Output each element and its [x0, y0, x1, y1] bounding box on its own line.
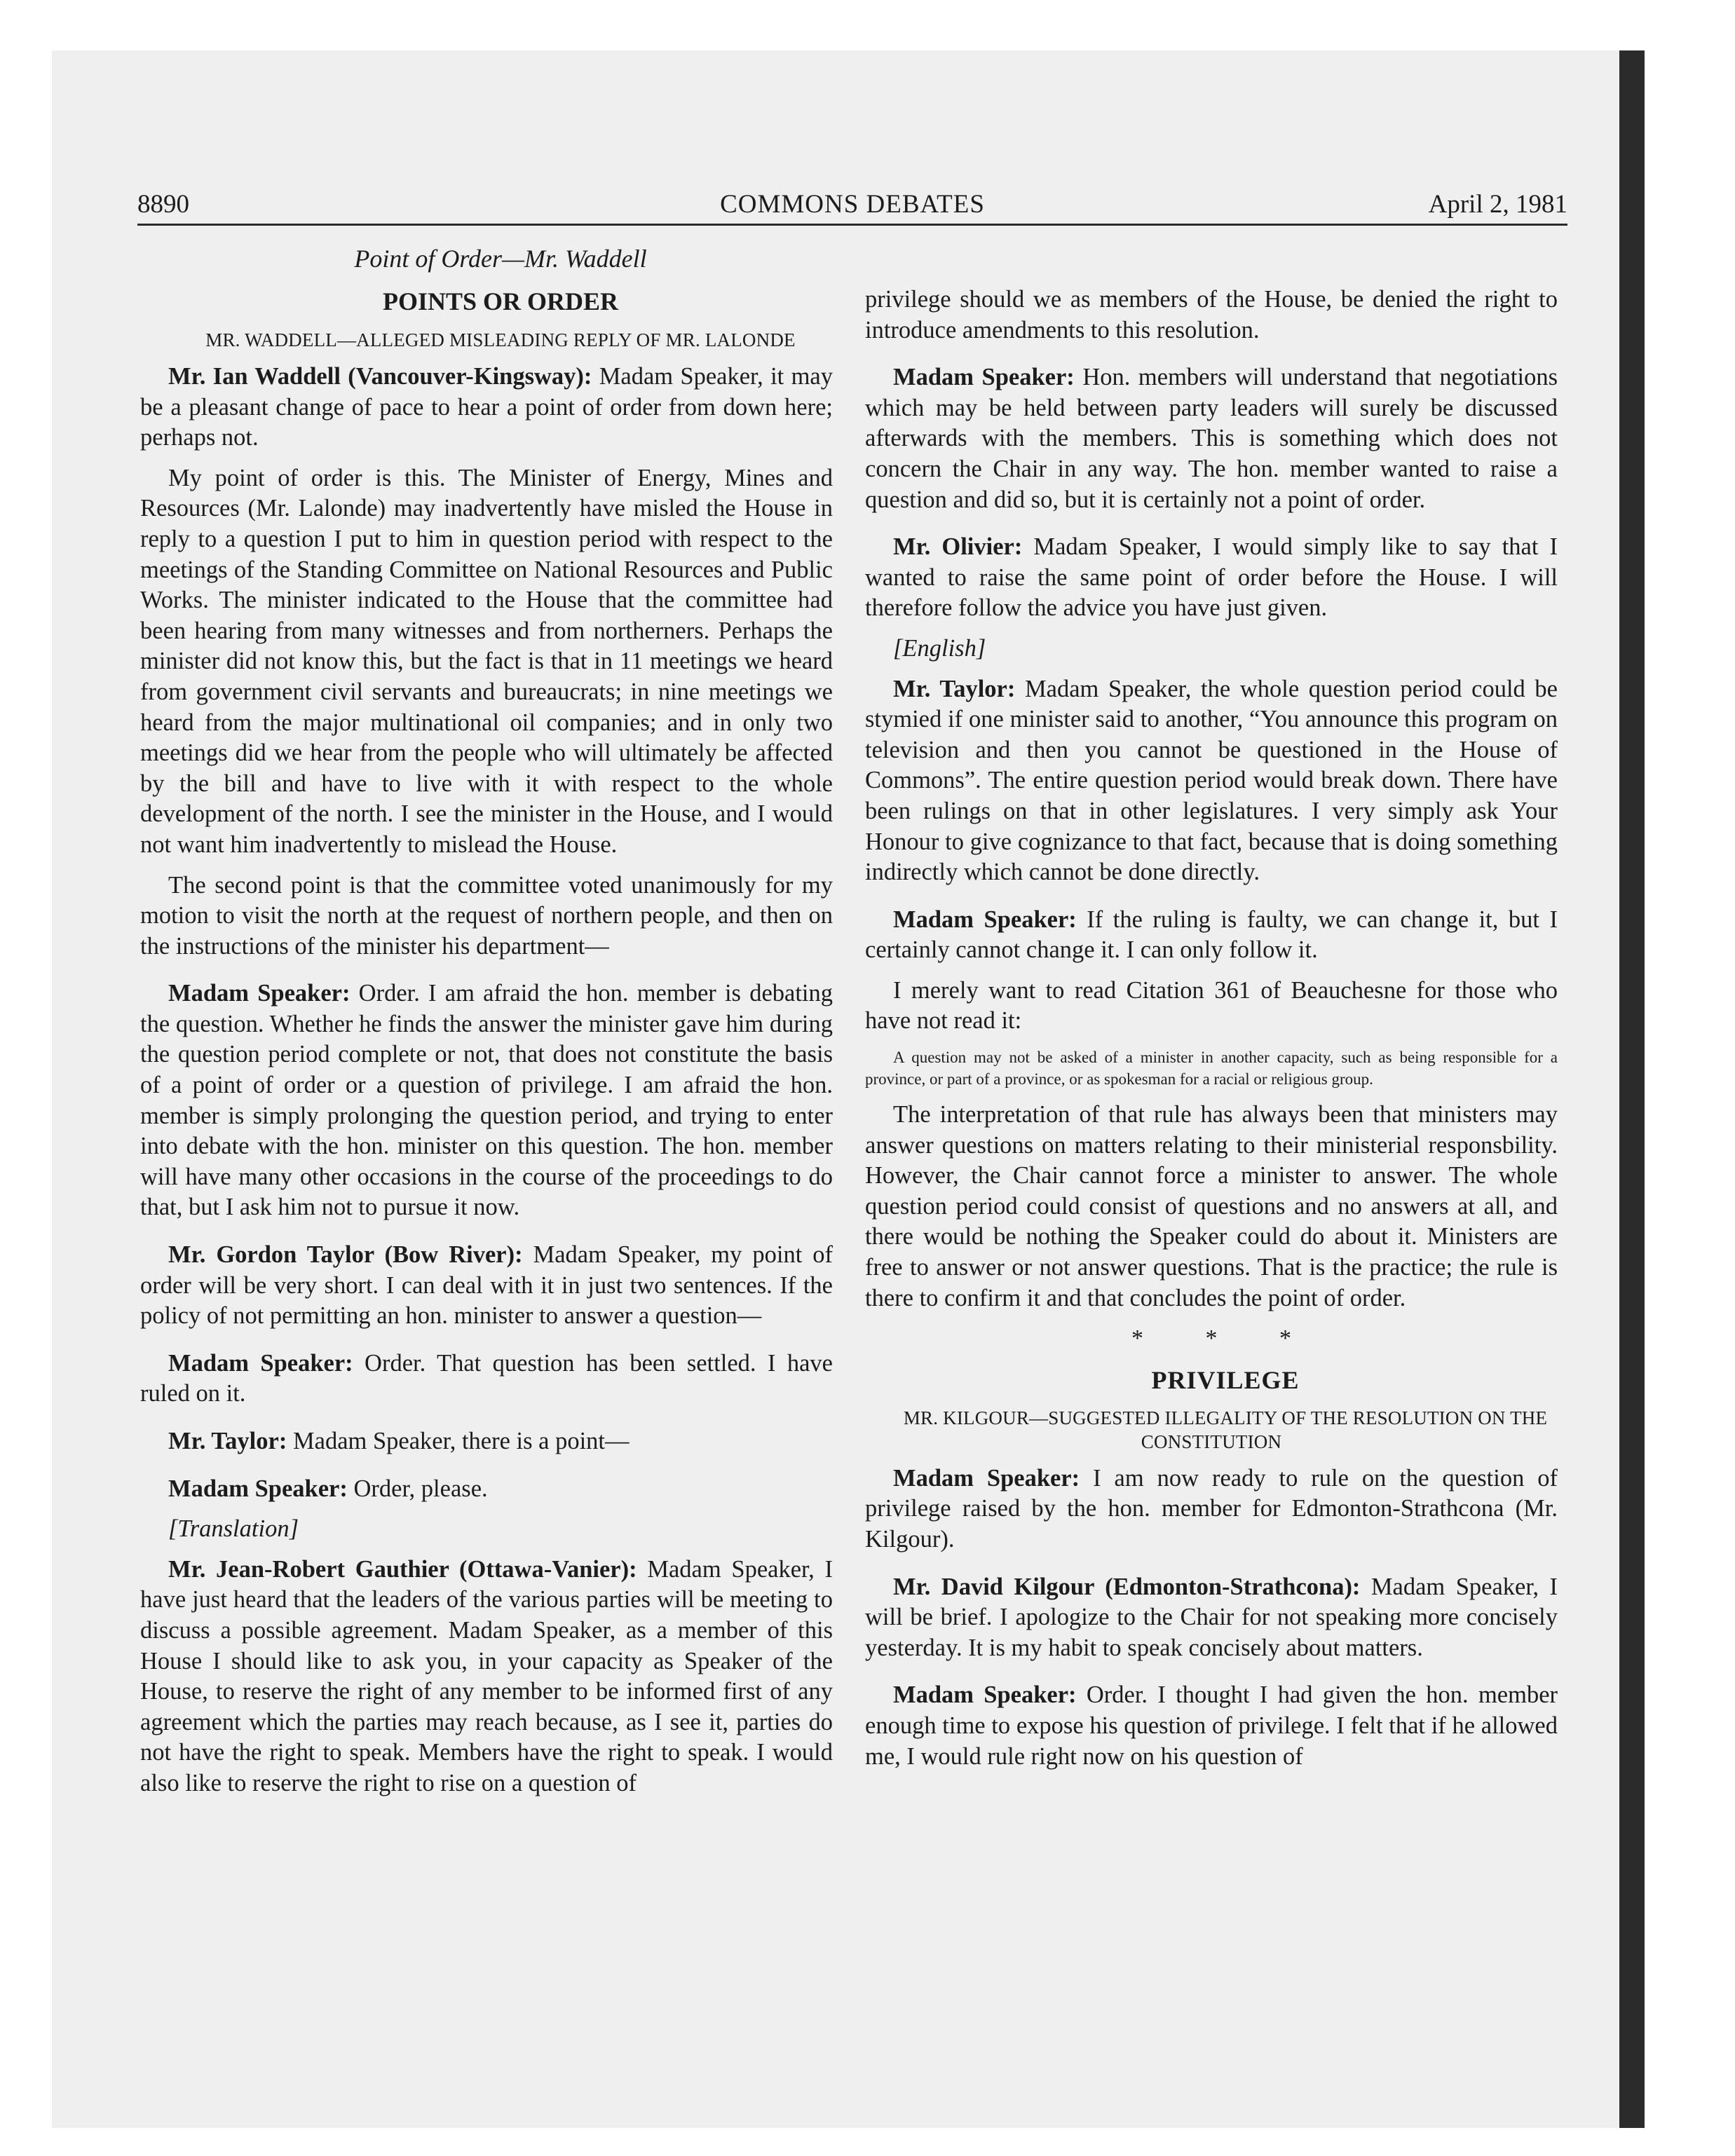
right-column [865, 243, 1558, 1782]
speaker-name: Madam Speaker: [893, 1464, 1080, 1492]
paragraph [140, 1474, 833, 1505]
speaker-name: Madam Speaker: [893, 1681, 1077, 1709]
speaker-name: Madam Speaker: [893, 364, 1075, 391]
speaker-name: Mr. David Kilgour (Edmonton-Strathcona): [893, 1573, 1361, 1600]
speech-text: Madam Speaker, it may be a pleasant change of pace to hear a point of order from down here; perhaps not. [140, 363, 833, 451]
paragraph [865, 674, 1558, 888]
speech-text: Order. That question has been settled. I have ruled on it. [140, 1349, 833, 1407]
privilege-title: PRIVILEGE [1151, 1365, 1300, 1394]
paragraph: The second point is that the committee voted unanimously for my motion to visit the north at the request of northern people, and then on the instructions of the minister his department— [140, 871, 833, 960]
speaker-name: Madam Speaker: [168, 1349, 353, 1377]
speaker-name: Mr. Taylor: [893, 675, 1016, 702]
privilege-subtitle: MR. KILGOUR—SUGGESTED ILLEGALITY OF THE RESOLUTION ON THE CONSTITUTION [903, 1407, 1548, 1452]
paragraph [140, 1349, 833, 1410]
paragraph: My point of order is this. The Minister of Energy, Mines and Resources (Mr. Lalonde) may inadvertently have misled the House in reply to a question I put to him in question period with respect to the meetings of the Standing Committee on National Resources and Public Works. The minister indicated to the House that the committee had been hearing from many witnesses and from northerners. Perhaps the minister did not know this, but the fact is that in 11 meetings we heard from government civil servants and bureaucrats; in nine meetings we heard from the major multinational oil companies; and in only two meetings did we hear from the people who will ultimately be affected by the bill and have to live with it with respect to the whole development of the north. I see the minister in the House, and I would not want him inadvertently to mislead the House. [140, 464, 833, 858]
paragraph [865, 1680, 1558, 1772]
paragraph [140, 1240, 833, 1332]
speaker-name: Mr. Ian Waddell (Vancouver-Kingsway): [168, 363, 592, 390]
language-marker: [Translation] [168, 1515, 299, 1543]
header-rule [137, 224, 1567, 226]
speech-text: Madam Speaker, I have just heard that the leaders of the various parties will be meeting to discuss a possible agreement. Madam Speaker, as a member of this House I should like to ask you, in your capacity as Speaker of the House, to reserve the right of any member to be informed first of any agreement which the parties may reach because, as I see it, parties do not have the right to speak. Members have the right to speak. I would also like to reserve the right to rise on a question of [140, 1555, 834, 1796]
running-head: Point of Order—Mr. Waddell [354, 245, 647, 273]
paragraph [140, 1426, 833, 1457]
speech-text: If the ruling is faulty, we can change it, but I certainly cannot change it. I can only follow it. [865, 906, 1558, 964]
speech-text: Madam Speaker, my point of order will be very short. I can deal with it in just two sentences. If the policy of not permitting an hon. minister to answer a question— [140, 1241, 833, 1330]
paragraph [865, 532, 1558, 624]
paragraph: The interpretation of that rule has always been that ministers may answer questions on matters relating to their ministerial responsbility. However, the Chair cannot force a minister to answer. The whole question period could consist of questions and no answers at all, and there would be nothing the Speaker could do about it. Ministers are free to answer or not answer questions. That is the practice; the rule is there to confirm it and that concludes the point of order. [865, 1101, 1558, 1311]
section-subtitle: MR. WADDELL—ALLEGED MISLEADING REPLY OF MR. LALONDE [205, 329, 796, 350]
publication-title: COMMONS DEBATES [720, 190, 985, 219]
speaker-name: Madam Speaker: [168, 1475, 348, 1502]
speech-text: Madam Speaker, the whole question period could be stymied if one minister said to another, “You announce this program on television and then you cannot be questioned in the House of Commons”. The entire question period would break down. There have been rulings on that in other legislatures. I very simply ask Your Honour to give cognizance to that fact, because that is doing something indirectly which cannot be done directly. [865, 675, 1558, 886]
speaker-name: Mr. Taylor: [168, 1428, 287, 1454]
left-column [140, 243, 833, 1809]
page-number: 8890 [137, 190, 189, 219]
paragraph [865, 362, 1558, 515]
publication-date: April 2, 1981 [1428, 190, 1567, 219]
speech-text: Madam Speaker, I would simply like to say that I wanted to raise the same point of order before the House. I will therefore follow the advice you have just given. [865, 533, 1558, 622]
speech-text: Madam Speaker, I will be brief. I apologize to the Chair for not speaking more concisely yesterday. It is my habit to speak concisely about matters. [865, 1573, 1558, 1661]
speech-text: Order, please. [347, 1475, 488, 1502]
speech-text: Madam Speaker, there is a point— [287, 1428, 630, 1454]
speaker-name: Mr. Jean-Robert Gauthier (Ottawa-Vanier): [168, 1555, 637, 1583]
speaker-name: Madam Speaker: [893, 906, 1077, 933]
speech-text: Order. I am afraid the hon. member is debating the question. Whether he finds the answer the minister gave him during the question period complete or not, that does not constitute the basis of a point of order or a question of privilege. I am afraid the hon. member is simply prolonging the question period, and trying to enter into debate with the hon. minister on this question. The hon. member will have many other occasions in the course of the proceedings to do that, but I ask him not to pursue it now. [140, 980, 833, 1221]
section-separator: * * * [1131, 1325, 1319, 1352]
binding-edge [1619, 50, 1645, 2128]
paragraph: privilege should we as members of the House, be denied the right to introduce amendments to this resolution. [865, 286, 1558, 343]
speech-text: I am now ready to rule on the question of privilege raised by the hon. member for Edmonton-Strathcona (Mr. Kilgour). [865, 1464, 1558, 1553]
page-header [137, 189, 1567, 224]
language-marker: [English] [893, 634, 986, 662]
paragraph [865, 905, 1558, 966]
paragraph [865, 1572, 1558, 1664]
paragraph: I merely want to read Citation 361 of Beauchesne for those who have not read it: [865, 976, 1558, 1035]
citation-quote: A question may not be asked of a minister in another capacity, such as being responsible for a province, or part of a province, or as spokesman for a racial or religious group. [865, 1049, 1558, 1089]
speech-text: Order. I thought I had given the hon. member enough time to expose his question of privilege. I felt that if he allowed me, I would rule right now on his question of [865, 1681, 1558, 1770]
speaker-name: Mr. Olivier: [893, 533, 1023, 561]
paragraph [140, 978, 833, 1223]
section-title: POINTS OR ORDER [382, 287, 619, 315]
paragraph [140, 1555, 833, 1799]
speech-text: Hon. members will understand that negotiations which may be held between party leaders will surely be discussed afterwards with the members. This is something which does not concern the Chair in any way. The hon. member wanted to raise a question and did so, but it is certainly not a point of order. [865, 364, 1558, 513]
speaker-name: Mr. Gordon Taylor (Bow River): [168, 1241, 523, 1269]
speaker-name: Madam Speaker: [168, 980, 351, 1007]
paragraph [140, 362, 833, 453]
paragraph [865, 1464, 1558, 1555]
